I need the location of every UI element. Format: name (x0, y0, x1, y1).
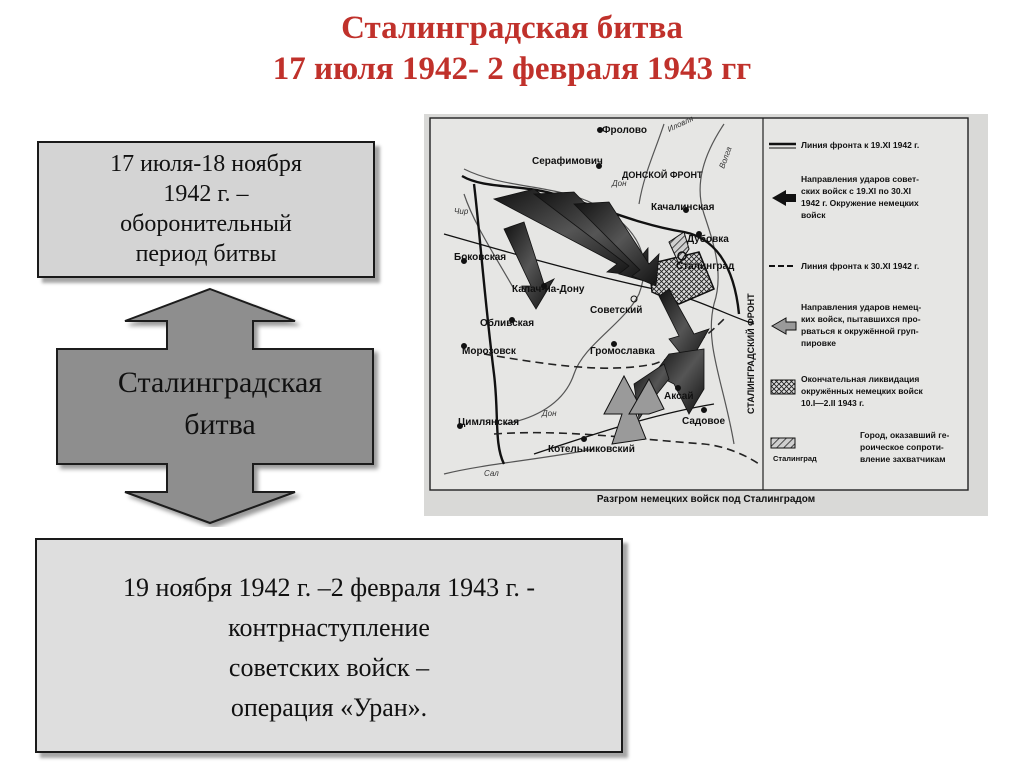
defensive-line: 1942 г. – (163, 181, 249, 207)
river-label: Сал (484, 469, 499, 478)
offensive-line: 19 ноября 1942 г. –2 февраля 1943 г. - (122, 573, 536, 602)
defensive-line: оборонительный (120, 211, 292, 237)
place-label: Морозовск (462, 346, 516, 357)
place-label: Дубовка (687, 234, 729, 245)
legend-text: ских войск с 19.XI по 30.XI (801, 186, 912, 196)
legend-text: Линия фронта к 30.XI 1942 г. (801, 261, 920, 271)
place-label: Серафимович (532, 156, 603, 167)
legend-text: ких войск, пытавшихся про- (801, 314, 921, 324)
center-label-line: битва (184, 408, 256, 441)
legend-city-name: Сталинград (773, 454, 817, 463)
place-label: Боковская (454, 252, 507, 263)
river-label: Иловля (666, 114, 695, 134)
offensive-line: контрнаступление (228, 613, 430, 642)
title-line-2: 17 июля 1942- 2 февраля 1943 гг (272, 51, 752, 87)
center-label (65, 362, 375, 446)
map-caption: Разгром немецких войск под Сталинградом (596, 494, 816, 505)
legend-text: 10.I—2.II 1943 г. (801, 398, 865, 408)
legend-text: войск (801, 210, 826, 220)
legend-text: Окончательная ликвидация (801, 374, 920, 384)
place-label: Цимлянская (458, 417, 520, 428)
offensive-line: советских войск – (228, 653, 430, 682)
legend-text: Линия фронта к 19.XI 1942 г. (801, 140, 920, 150)
river-label: Дон (612, 179, 627, 188)
offensive-line: операция «Уран». (230, 693, 428, 722)
stalingrad-front-label: СТАЛИНГРАДСКИЙ ФРОНТ (746, 293, 756, 414)
place-label: Фролово (602, 125, 647, 136)
place-label: Советский (590, 305, 643, 316)
legend-symbol-liquidation (771, 380, 795, 394)
defensive-line: 17 июля-18 ноября (110, 151, 302, 177)
legend-text: Направления ударов совет- (801, 174, 919, 184)
legend-text: рваться к окружённой груп- (801, 326, 919, 336)
don-front-label: ДОНСКОЙ ФРОНТ (622, 170, 703, 180)
legend-symbol-hero-city (771, 438, 795, 448)
legend-text: Город, оказавший ге- (860, 430, 950, 440)
place-label: Сталинград (676, 261, 735, 272)
counteroffensive-box (35, 538, 623, 753)
place-label: Громославка (590, 346, 655, 357)
title-line-1: Сталинградская битва (341, 10, 683, 46)
legend-text: пировке (801, 338, 836, 348)
legend-text: Направления ударов немец- (801, 302, 922, 312)
place-label: Аксай (664, 391, 694, 402)
legend-text: вление захватчикам (860, 454, 946, 464)
river-label: Дон (542, 409, 557, 418)
river-label: Чир (454, 207, 469, 216)
legend-text: окружённых немецких войск (801, 386, 923, 396)
defensive-line: период битвы (135, 241, 277, 267)
center-label-line: Сталинградская (117, 366, 323, 399)
river-label: Волга (717, 145, 734, 170)
battle-map (424, 114, 988, 516)
place-label: Обливская (480, 318, 535, 329)
place-label: Качалинская (651, 202, 715, 213)
place-label: Садовое (682, 416, 726, 427)
legend-text: 1942 г. Окружение немецких (801, 198, 919, 208)
defensive-period-box (37, 141, 375, 278)
place-label: Котельниковский (548, 444, 635, 455)
legend-text: роическое сопроти- (860, 442, 944, 452)
place-label: Калач-на-Дону (512, 284, 585, 295)
